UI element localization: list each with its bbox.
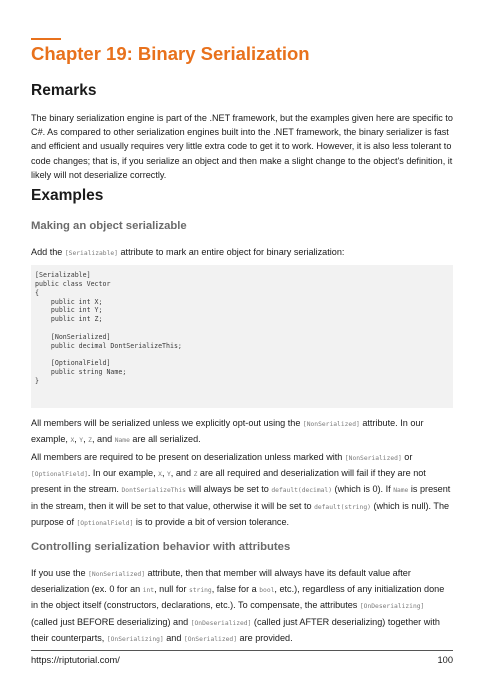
inline-code: [NonSerialized] xyxy=(302,421,360,428)
text-run: (called just BEFORE deserializing) and xyxy=(31,616,191,627)
inline-code: Name xyxy=(393,487,409,495)
inline-code: [OnSerialized] xyxy=(183,635,238,643)
code-line: [OptionalField] xyxy=(35,359,111,368)
inline-code: default(string) xyxy=(314,503,371,511)
text-run: , and xyxy=(170,468,194,479)
code-line: public string Name; xyxy=(35,368,127,377)
text-run: , xyxy=(83,434,89,445)
serializable-intro xyxy=(31,245,453,261)
text-run: is present in the stream, then it will be set to that value, otherwise it will be set to xyxy=(31,484,451,511)
code-line xyxy=(35,351,453,360)
inline-code: Y xyxy=(167,471,171,479)
inline-code: int xyxy=(142,587,155,595)
inline-code: X xyxy=(158,471,162,479)
section-heading-serializable: Making an object serializable xyxy=(31,220,187,232)
page-number: 100 xyxy=(437,655,453,665)
code-line: } xyxy=(35,377,39,386)
code-line: public int Z; xyxy=(35,315,103,324)
text-run: attribute, then that member will always have its default value after deserialization (ex. 0 for an xyxy=(31,568,411,595)
text-run: , and xyxy=(91,434,115,445)
text-run: are provided. xyxy=(237,632,293,643)
inline-code: [NonSerialized] xyxy=(88,571,145,578)
inline-code: [OptionalField] xyxy=(76,519,134,527)
text-run: , xyxy=(74,434,80,445)
chapter-title: Chapter 19: Binary Serialization xyxy=(31,43,310,64)
section-heading-attributes: Controlling serialization behavior with attributes xyxy=(31,541,291,553)
inline-code: Name xyxy=(114,437,130,445)
inline-code: DontSerializeThis xyxy=(121,487,186,495)
intro-text: Add the xyxy=(31,247,65,257)
code-line xyxy=(35,324,453,333)
inline-code: bool xyxy=(259,587,275,595)
code-line: public decimal DontSerializeThis; xyxy=(35,341,182,350)
text-run: , etc.), regardless of any initialization done in the object itself (constructors, declarations, etc.). To compensate, the attributes xyxy=(31,584,445,611)
inline-code: [OnDeserializing] xyxy=(359,603,425,611)
code-line: { xyxy=(35,288,39,297)
inline-code: Z xyxy=(88,437,92,445)
remarks-heading: Remarks xyxy=(31,82,97,99)
text-run: (which is null). The purpose of xyxy=(31,500,450,527)
inline-code: X xyxy=(70,437,75,445)
code-line: public int Y; xyxy=(35,306,103,315)
inline-code: Y xyxy=(79,437,84,445)
attributes-paragraph xyxy=(31,566,453,647)
chapter-accent-bar xyxy=(31,38,61,40)
text-run: , false for a xyxy=(211,584,260,595)
inline-code: string xyxy=(188,587,212,595)
code-line: public class Vector xyxy=(35,279,111,288)
examples-heading: Examples xyxy=(31,187,104,204)
text-run: , xyxy=(161,468,167,479)
text-run: are all serialized. xyxy=(129,434,201,445)
footer-divider xyxy=(31,650,453,651)
inline-code: Z xyxy=(193,471,198,479)
text-run: If you use the xyxy=(31,568,89,578)
inline-code: [Serializable] xyxy=(64,250,118,257)
text-run: (which is 0). If xyxy=(332,484,394,495)
text-run: (called just AFTER deserializing) together with their counterparts, xyxy=(31,616,440,643)
footer-url-link[interactable]: https://riptutorial.com/ xyxy=(31,655,120,665)
text-run: is to provide a bit of version tolerance. xyxy=(133,516,290,527)
text-run: All members will be serialized unless we explicitly opt-out using the xyxy=(31,418,303,428)
text-run: attribute. In our example, xyxy=(31,418,424,445)
text-run: will always be set to xyxy=(185,484,272,495)
text-run: are all required and deserialization will fail if they are not present in the stream. xyxy=(31,468,426,495)
code-line: public int X; xyxy=(35,297,103,306)
text-run: and xyxy=(163,632,184,643)
inline-code: default(decimal) xyxy=(271,487,333,495)
code-line: [Serializable] xyxy=(35,271,91,279)
text-run: or xyxy=(401,452,413,462)
inline-code: [OnDeserialized] xyxy=(190,619,252,627)
deserialization-paragraph xyxy=(31,450,453,531)
code-block xyxy=(31,265,453,408)
intro-text: attribute to mark an entire object for binary serialization: xyxy=(117,247,345,257)
inline-code: [OnSerializing] xyxy=(106,635,164,643)
code-line: [NonSerialized] xyxy=(35,332,111,341)
remarks-paragraph: The binary serialization engine is part of the .NET framework, but the examples given here are specific to C#. As compared to other serialization engines built into the .NET framework, the binary serializer is fast and efficient and usually requires very little extra code to get it to work. However, it is also less tolerant to code changes; that is, if you serialize an object and then make a slight change to the object's definition, it likely will not deserialize correctly. xyxy=(31,113,453,180)
inline-code: [OptionalField] xyxy=(31,471,88,479)
inline-code: [NonSerialized] xyxy=(344,455,402,462)
text-run: . In our example, xyxy=(87,468,159,479)
text-run: All members are required to be present on deserialization unless marked with xyxy=(31,452,345,462)
serialization-paragraph xyxy=(31,416,453,448)
text-run: , null for xyxy=(154,584,189,595)
